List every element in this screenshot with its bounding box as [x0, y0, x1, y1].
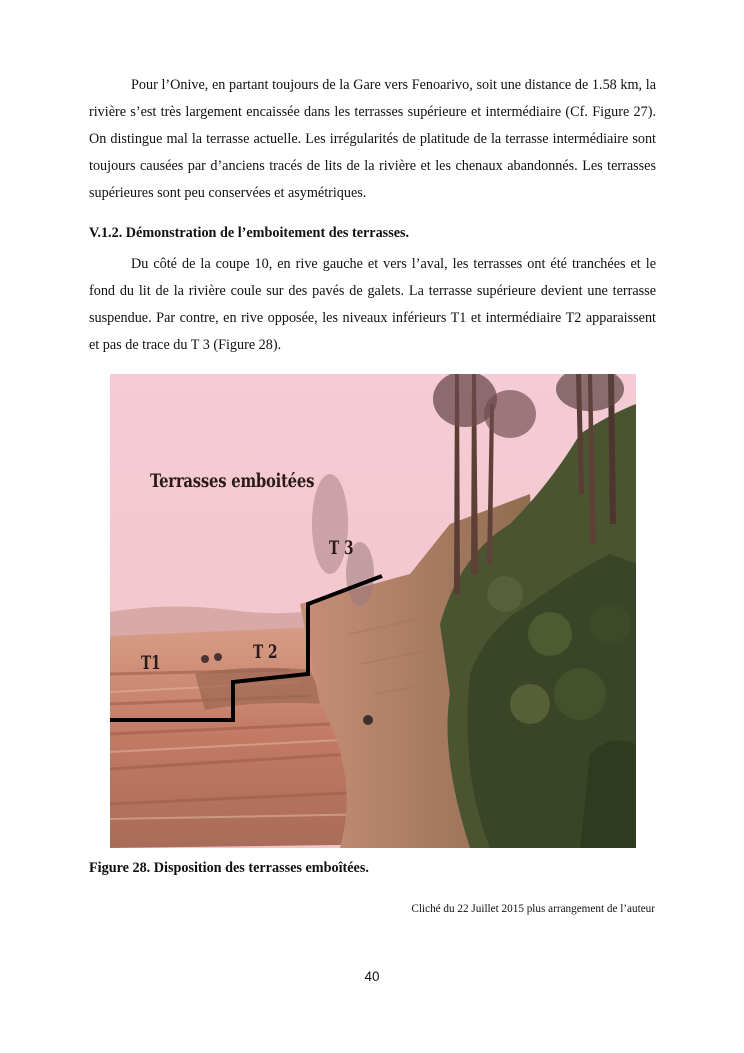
figure-overlay-title: Terrasses emboitées	[150, 470, 315, 492]
terrace-label-t3: T 3	[329, 537, 354, 559]
paragraph-1-text: Pour l’Onive, en partant toujours de la Gare vers Fenoarivo, soit une distance de 1.58 km, la rivière s’est très largement encaissée dans les terrasses supérieure et intermédiaire (Cf. Figure 27). On distingue mal la terrasse actuelle. Les irrégularités de platitude de la terrasse intermédiaire sont toujours causées par d’anciens tracés de lits de la rivière et les chenaux abandonnés. Les terrasses supérieures sont peu conservées et asymétriques.	[89, 77, 656, 201]
section-heading: V.1.2. Démonstration de l’emboitement des terrasses.	[89, 225, 410, 241]
photo-credit: Cliché du 22 Juillet 2015 plus arrangement de l’auteur	[411, 903, 655, 915]
body-paragraph-2	[89, 251, 656, 359]
page-number: 40	[364, 969, 380, 984]
terrace-photograph	[110, 374, 636, 848]
paragraph-2-text: Du côté de la coupe 10, en rive gauche et vers l’aval, les terrasses ont été tranchées et le fond du lit de la rivière coule sur des pavés de galets. La terrasse supérieure devient une terrasse suspendue. Par contre, en rive opposée, les niveaux inférieurs T1 et intermédiaire T2 apparaissent et pas de trace du T 3 (Figure 28).	[89, 256, 656, 353]
photo-illustration	[110, 374, 636, 848]
figure-caption: Figure 28. Disposition des terrasses emboîtées.	[89, 860, 369, 876]
terrace-label-t2: T 2	[253, 641, 278, 663]
terrace-label-t1: T1	[141, 652, 161, 674]
body-paragraph-1	[89, 72, 656, 207]
